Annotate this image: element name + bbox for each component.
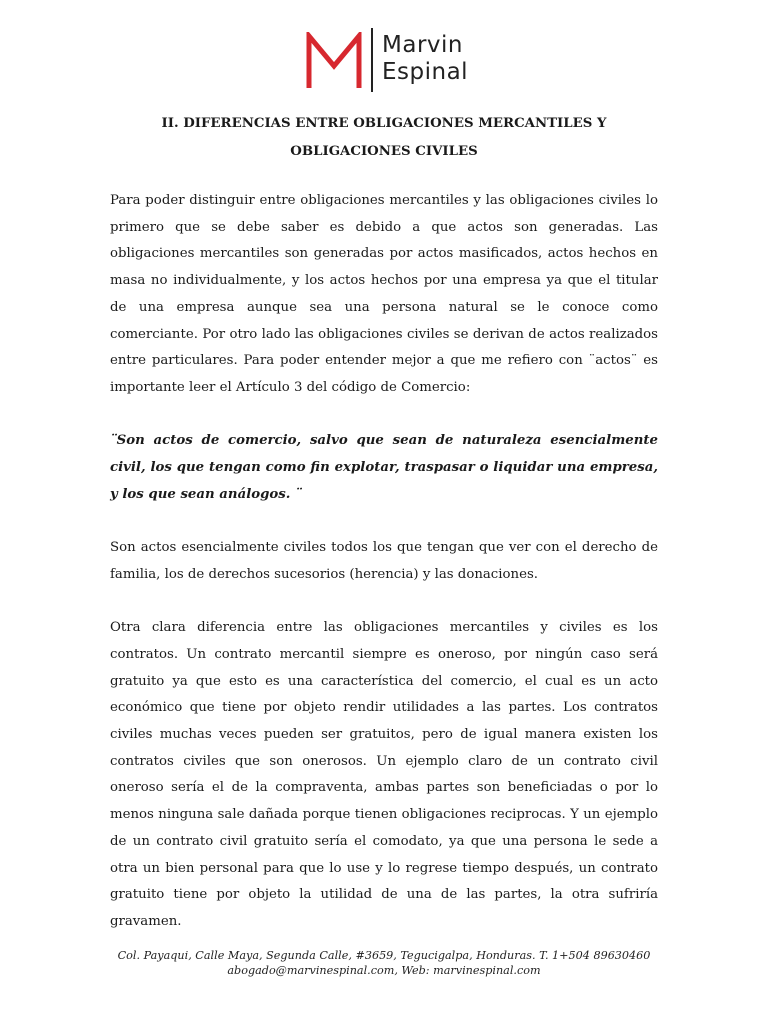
logo-icon (305, 32, 363, 90)
heading-line-2: OBLIGACIONES CIVILES (290, 144, 478, 159)
logo-line-1: Marvin (382, 32, 463, 58)
page-footer (0, 948, 768, 978)
logo-line-2: Espinal (382, 59, 469, 85)
section-heading (110, 110, 658, 166)
paragraph-gap (110, 402, 658, 429)
paragraph-gap (110, 508, 658, 535)
article-quote: ¨Son actos de comercio, salvo que sean de naturaleza esencialmente civil, los que tengan como fin explotar, traspasar o liquidar una empresa, y los que sean análogos. ¨ (110, 433, 658, 502)
paragraph-gap (110, 589, 658, 616)
paragraph-3: Otra clara diferencia entre las obligaciones mercantiles y civiles es los contratos. Un contrato mercantil siempre es oneroso, por ningún caso será gratuito ya que esto es una característica del comercio, el cual es un acto económico que tiene por objeto rendir utilidades a las partes. Los contratos civiles muchas veces pueden ser gratuitos, pero de igual manera existen los contratos civiles que son onerosos. Un ejemplo claro de un contrato civil oneroso sería el de la compraventa, ambas partes son beneficiadas o por lo menos ninguna sale dañada porque tienen obligaciones reciprocas. Y un ejemplo de un contrato civil gratuito sería el comodato, ya que una persona le sede a otra un bien personal para que lo use y lo regrese tiempo después, un contrato gratuito tiene por objeto la utilidad de una de las partes, la otra sufriría gravamen. (110, 620, 658, 929)
letterhead (0, 26, 768, 92)
heading-line-1: II. DIFERENCIAS ENTRE OBLIGACIONES MERCANTILES Y (161, 116, 607, 131)
footer-contact: abogado@marvinespinal.com, Web: marvinespinal.com (227, 964, 541, 977)
paragraph-2: Son actos esencialmente civiles todos los que tengan que ver con el derecho de familia, los de derechos sucesorios (herencia) y las donaciones. (110, 540, 658, 582)
paragraph-1: Para poder distinguir entre obligaciones mercantiles y las obligaciones civiles lo primero que se debe saber es debido a que actos son generadas. Las obligaciones mercantiles son generadas por actos masificados, actos hechos en masa no individualmente, y los actos hechos por una empresa ya que el titular de una empresa aunque sea una persona natural se le conoce como comerciante. Por otro lado las obligaciones civiles se derivan de actos realizados entre particulares. Para poder entender mejor a que me refiero con ¨actos¨ es importante leer el Artículo 3 del código de Comercio: (110, 193, 658, 395)
logo-wordmark (382, 32, 468, 86)
logo-divider (371, 28, 373, 92)
document-body (110, 188, 658, 936)
footer-address: Col. Payaqui, Calle Maya, Segunda Calle, #3659, Tegucigalpa, Honduras. T. 1+504 89630460 (117, 949, 651, 962)
